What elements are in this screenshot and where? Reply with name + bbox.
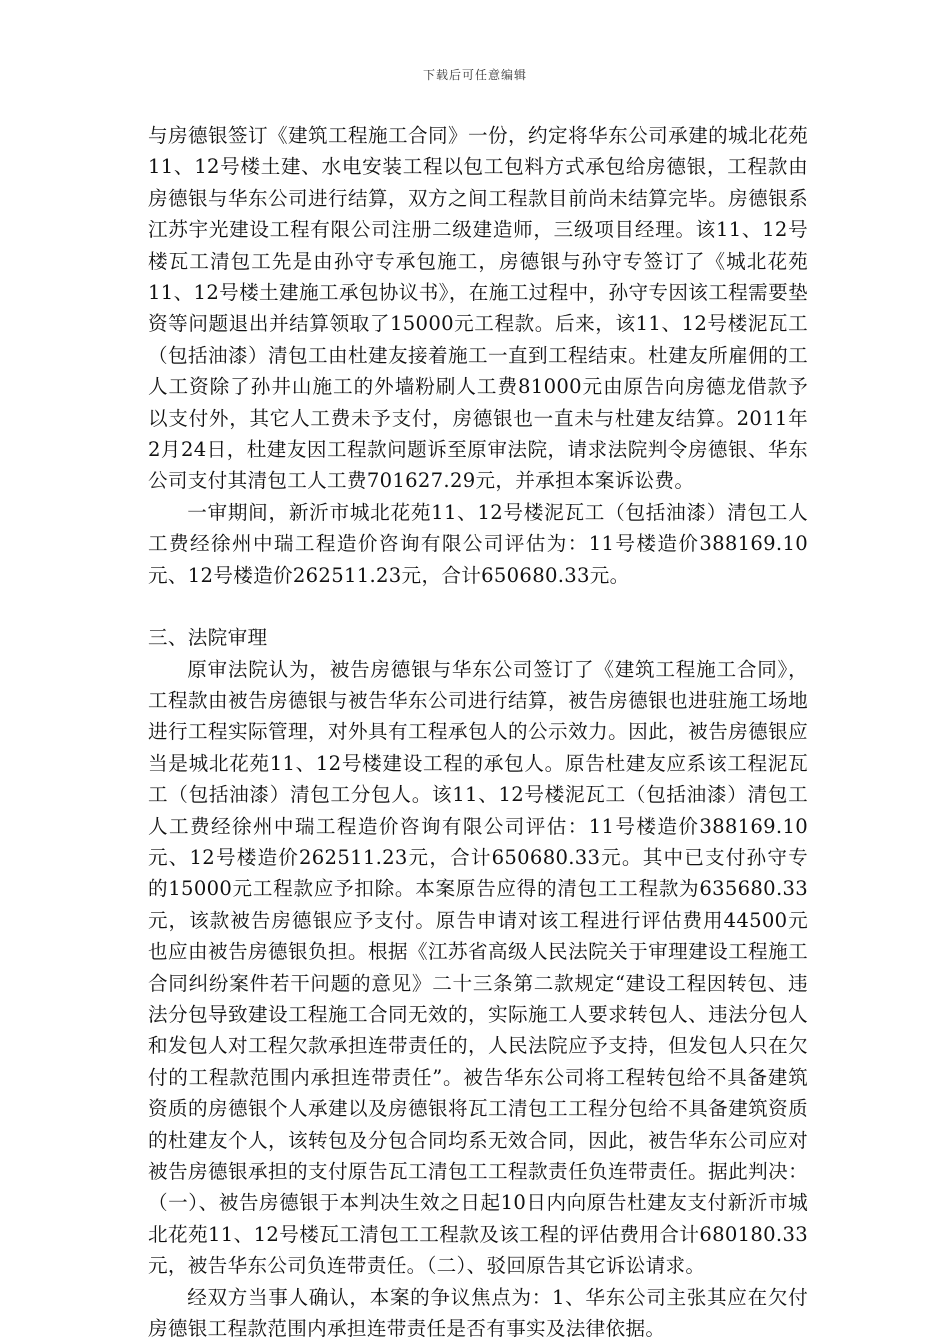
paragraph-spacer bbox=[148, 591, 808, 622]
document-body bbox=[148, 120, 808, 1344]
section-title-court-trial: 三、法院审理 bbox=[148, 626, 268, 650]
paragraph-first-instance-valuation: 一审期间，新沂市城北花苑11、12号楼泥瓦工（包括油漆）清包工人工费经徐州中瑞工程造价咨询有限公司评估为：11号楼造价388169.10元、12号楼造价262511.23元，合计650680.33元。 bbox=[148, 500, 808, 587]
page-header: 下载后可任意编辑 bbox=[422, 68, 527, 82]
paragraph-dispute-focus: 经双方当事人确认，本案的争议焦点为：1、华东公司主张其应在欠付房德银工程款范围内承担连带责任是否有事实及法律依据。 bbox=[148, 1285, 808, 1341]
paragraph-court-opinion: 原审法院认为，被告房德银与华东公司签订了《建筑工程施工合同》，工程款由被告房德银与被告华东公司进行结算，被告房德银也进驻施工场地进行工程实际管理，对外具有工程承包人的公示效力。因此，被告房德银应当是城北花苑11、12号楼建设工程的承包人。原告杜建友应系该工程泥瓦工（包括油漆）清包工分包人。该11、12号楼泥瓦工（包括油漆）清包工人工费经徐州中瑞工程造价咨询有限公司评估：11号楼造价388169.10元、12号楼造价262511.23元，合计650680.33元。其中已支付孙守专的15000元工程款应予扣除。本案原告应得的清包工工程款为635680.33元，该款被告房德银应予支付。原告申请对该工程进行评估费用44500元也应由被告房德银负担。根据《江苏省高级人民法院关于审理建设工程施工合同纠纷案件若干问题的意见》二十三条第二款规定“建设工程因转包、违法分包导致建设工程施工合同无效的，实际施工人要求转包人、违法分包人和发包人对工程欠款承担连带责任的，人民法院应予支持，但发包人只在欠付的工程款范围内承担连带责任”。被告华东公司将工程转包给不具备建筑资质的房德银个人承建以及房德银将瓦工清包工工程分包给不具备建筑资质的杜建友个人，该转包及分包合同均系无效合同，因此，被告华东公司应对被告房德银承担的支付原告瓦工清包工工程款责任负连带责任。据此判决：（一）、被告房德银于本判决生效之日起10日内向原告杜建友支付新沂市城北花苑11、12号楼瓦工清包工工程款及该工程的评估费用合计680180.33元，被告华东公司负连带责任。（二）、驳回原告其它诉讼请求。 bbox=[148, 657, 808, 1278]
paragraph-contract-background: 与房德银签订《建筑工程施工合同》一份，约定将华东公司承建的城北花苑11、12号楼土建、水电安装工程以包工包料方式承包给房德银，工程款由房德银与华东公司进行结算，双方之间工程款目前尚未结算完毕。房德银系江苏宇光建设工程有限公司注册二级建造师，三级项目经理。该11、12号楼瓦工清包工先是由孙守专承包施工，房德银与孙守专签订了《城北花苑11、12号楼土建施工承包协议书》，在施工过程中，孙守专因该工程需要垫资等问题退出并结算领取了15000元工程款。后来，该11、12号楼泥瓦工（包括油漆）清包工由杜建友接着施工一直到工程结束。杜建友所雇佣的工人工资除了孙井山施工的外墙粉刷人工费81000元由原告向房德龙借款予以支付外，其它人工费未予支付，房德银也一直未与杜建友结算。2011年2月24日，杜建友因工程款问题诉至原审法院，请求法院判令房德银、华东公司支付其清包工人工费701627.29元，并承担本案诉讼费。 bbox=[148, 124, 808, 493]
